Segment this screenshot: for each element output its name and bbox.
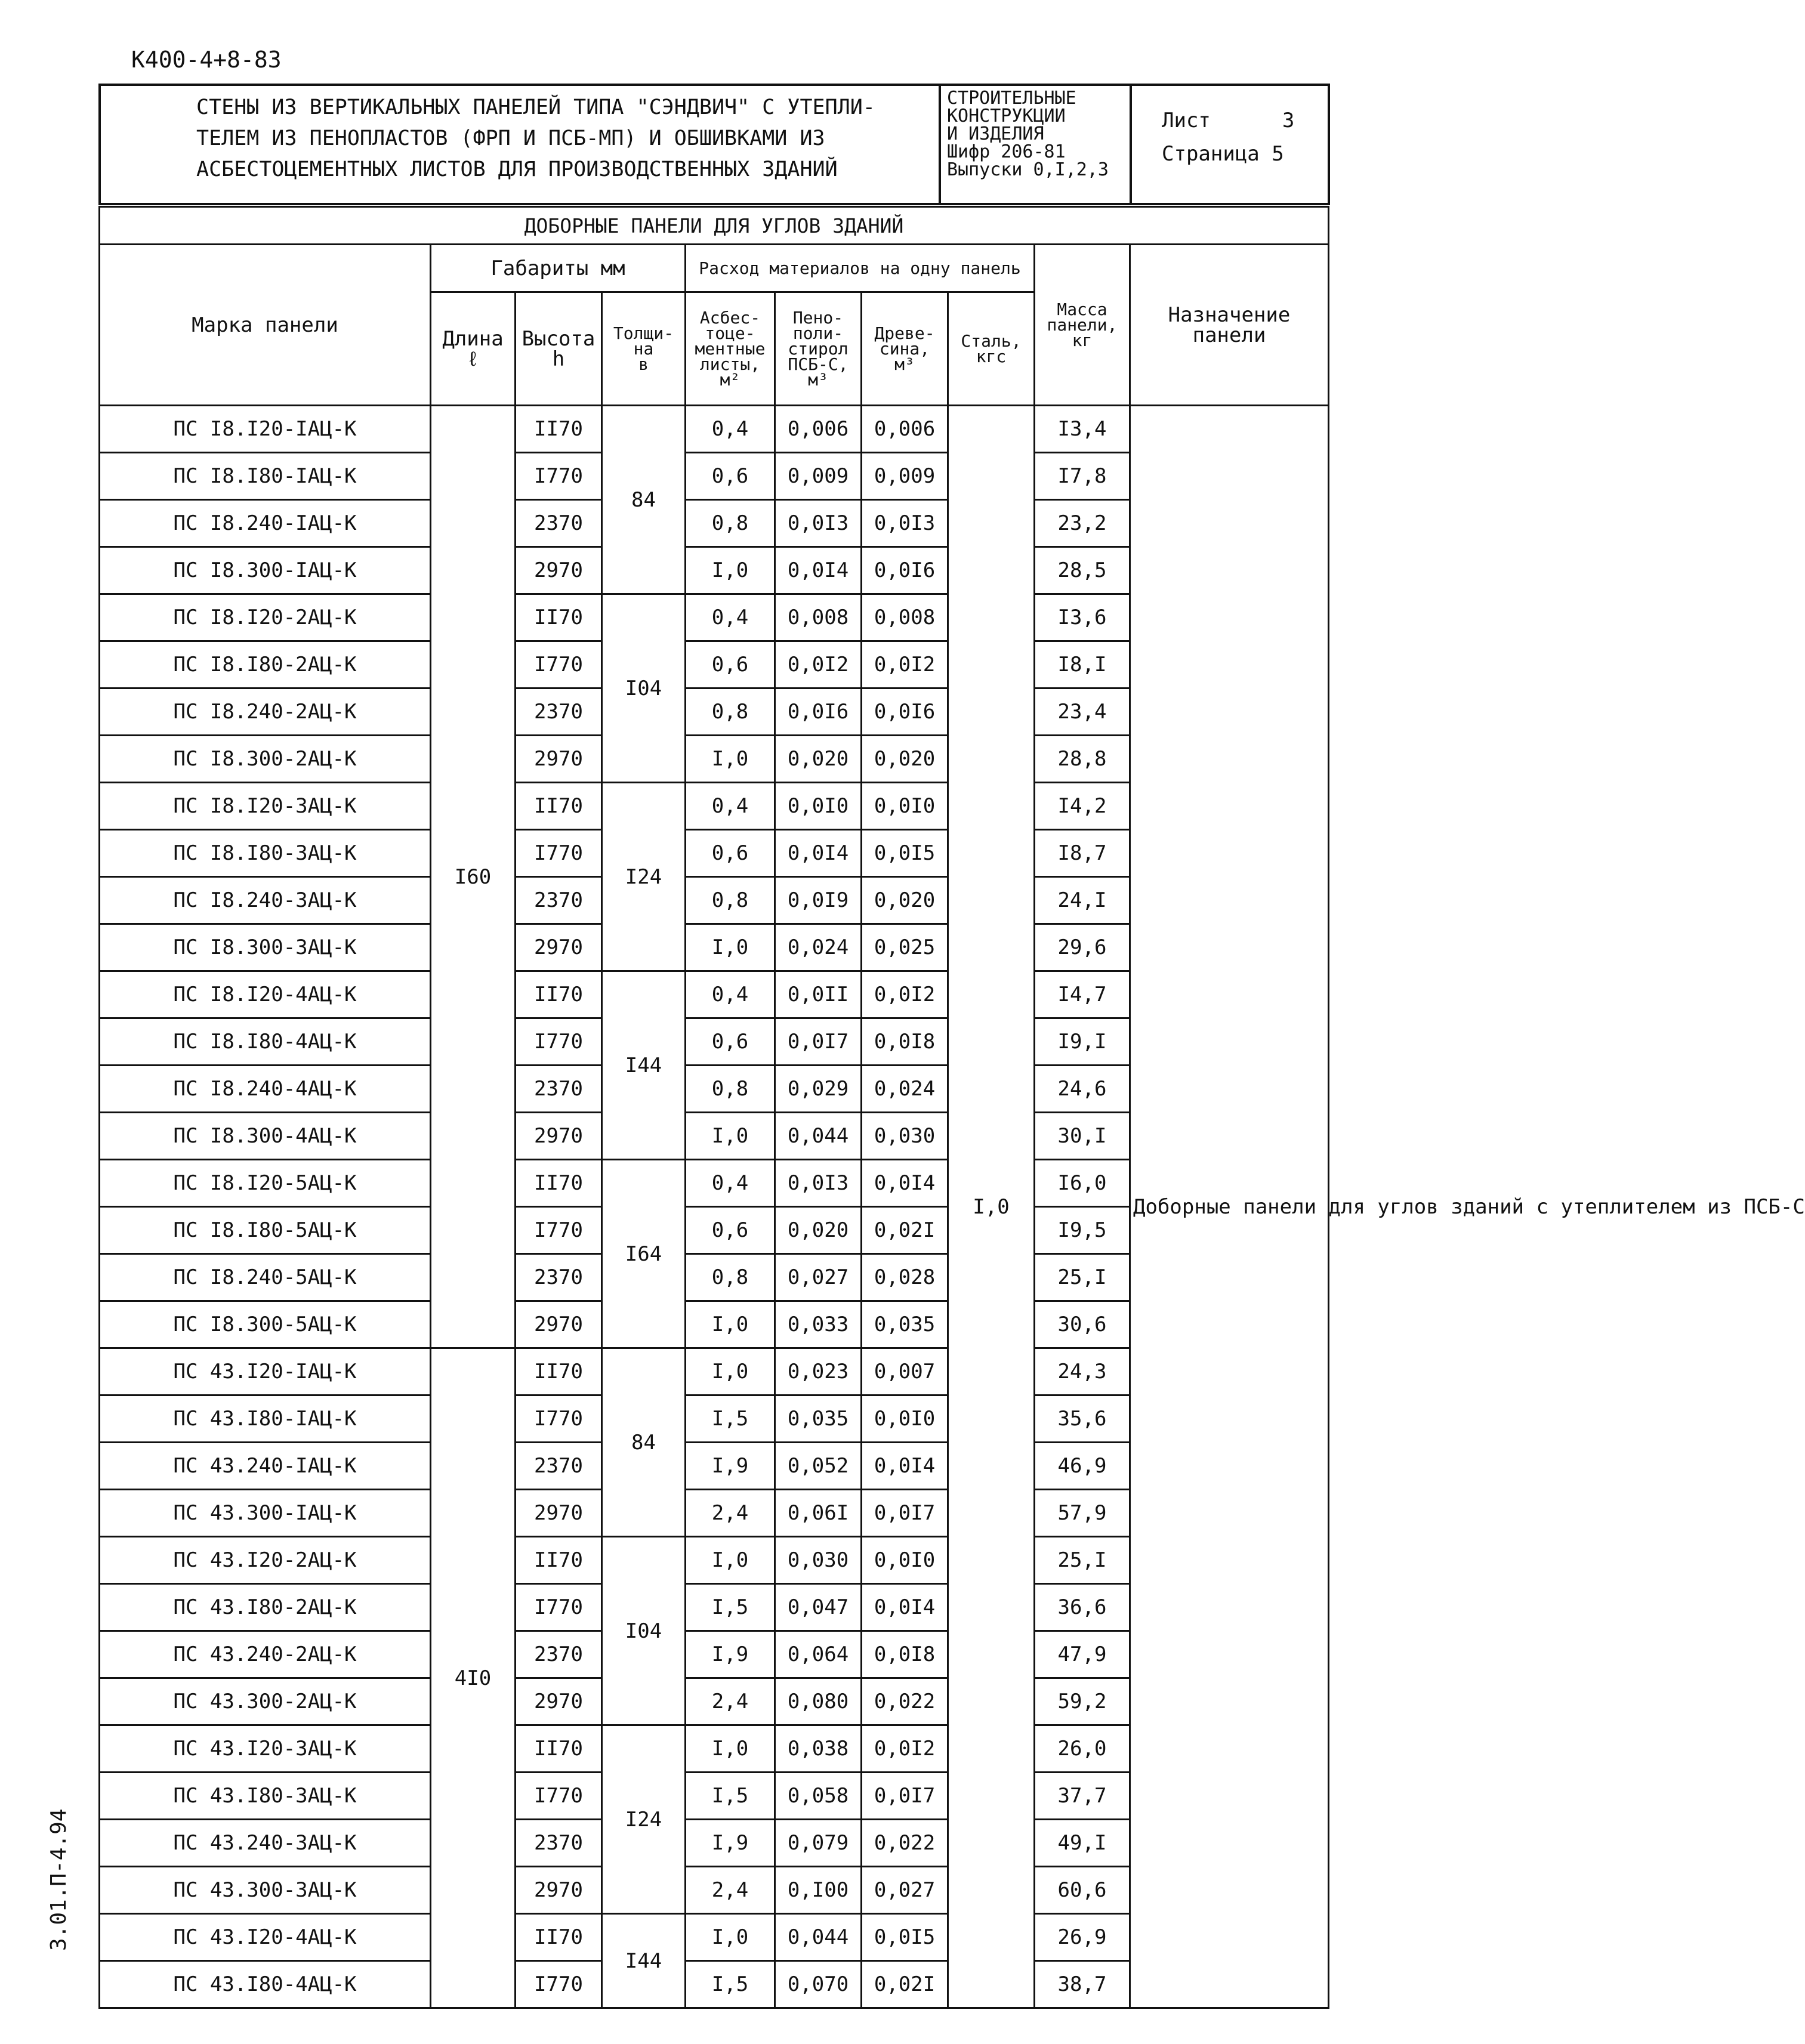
mass-value: 24,I <box>1035 877 1130 924</box>
foam-value: 0,064 <box>775 1631 862 1678</box>
panel-mark: ПС 43.240-IАЦ-К <box>100 1443 431 1490</box>
foam-value: 0,079 <box>775 1820 862 1867</box>
mass-value: I7,8 <box>1035 453 1130 500</box>
asbestos-value: 2,4 <box>686 1678 775 1725</box>
asbestos-value: 0,6 <box>686 830 775 877</box>
mass-value: 38,7 <box>1035 1961 1130 2008</box>
foam-value: 0,052 <box>775 1443 862 1490</box>
thickness-value: 84 <box>602 406 686 594</box>
height-value: 2370 <box>516 1631 602 1678</box>
panel-mark: ПС 43.I20-4АЦ-К <box>100 1914 431 1961</box>
height-value: II70 <box>516 1914 602 1961</box>
asbestos-value: 0,4 <box>686 971 775 1018</box>
col-header-mass: Масса панели, кг <box>1035 245 1130 406</box>
length-value: 4I0 <box>431 1348 516 2008</box>
panel-mark: ПС 43.300-IАЦ-К <box>100 1490 431 1537</box>
asbestos-value: 0,4 <box>686 1160 775 1207</box>
wood-value: 0,0I6 <box>862 688 948 736</box>
panel-mark: ПС I8.240-IАЦ-К <box>100 500 431 547</box>
wood-value: 0,030 <box>862 1113 948 1160</box>
series-line: И ИЗДЕЛИЯ <box>947 123 1044 144</box>
height-value: II70 <box>516 783 602 830</box>
height-value: I770 <box>516 1018 602 1066</box>
document-code: К400-4+8-83 <box>131 47 282 73</box>
mass-value: 30,6 <box>1035 1301 1130 1348</box>
table-row <box>100 406 1329 453</box>
height-value: 2970 <box>516 736 602 783</box>
panel-mark: ПС I8.300-4АЦ-К <box>100 1113 431 1160</box>
mass-value: 23,2 <box>1035 500 1130 547</box>
height-value: I770 <box>516 453 602 500</box>
purpose-value: Доборные панели для углов зданий с утеплителем из ПСБ-С <box>1130 406 1329 2008</box>
asbestos-value: I,5 <box>686 1773 775 1820</box>
panel-mark: ПС I8.240-5АЦ-К <box>100 1254 431 1301</box>
page-label: Страница <box>1162 142 1260 166</box>
panel-mark: ПС I8.240-3АЦ-К <box>100 877 431 924</box>
mass-value: 47,9 <box>1035 1631 1130 1678</box>
mass-value: 25,I <box>1035 1254 1130 1301</box>
foam-value: 0,044 <box>775 1914 862 1961</box>
panel-mark: ПС I8.300-2АЦ-К <box>100 736 431 783</box>
foam-value: 0,0I3 <box>775 500 862 547</box>
length-symbol: ℓ <box>467 347 479 371</box>
document-title <box>100 85 940 204</box>
foam-value: 0,044 <box>775 1113 862 1160</box>
mass-value: I3,4 <box>1035 406 1130 453</box>
foam-value: 0,023 <box>775 1348 862 1395</box>
thickness-value: I64 <box>602 1160 686 1348</box>
panel-mark: ПС 43.300-3АЦ-К <box>100 1867 431 1914</box>
height-value: 2970 <box>516 1301 602 1348</box>
page-number: 5 <box>1272 142 1284 166</box>
height-value: 2370 <box>516 877 602 924</box>
asbestos-value: 2,4 <box>686 1867 775 1914</box>
title-line: ТЕЛЕМ ИЗ ПЕНОПЛАСТОВ (ФРП И ПСБ-МП) И ОБШИВКАМИ ИЗ <box>196 126 825 150</box>
asbestos-value: I,0 <box>686 736 775 783</box>
panel-mark: ПС I8.I20-5АЦ-К <box>100 1160 431 1207</box>
thickness-value: I04 <box>602 1537 686 1725</box>
height-value: II70 <box>516 1725 602 1773</box>
wood-value: 0,009 <box>862 453 948 500</box>
mass-value: I4,7 <box>1035 971 1130 1018</box>
wood-value: 0,0I2 <box>862 971 948 1018</box>
col-header-height <box>516 292 602 406</box>
height-value: 2970 <box>516 1678 602 1725</box>
asbestos-value: 0,4 <box>686 594 775 641</box>
panel-mark: ПС 43.240-3АЦ-К <box>100 1820 431 1867</box>
wood-value: 0,02I <box>862 1961 948 2008</box>
asbestos-value: 0,6 <box>686 453 775 500</box>
col-header-dims: Габариты мм <box>431 245 686 292</box>
foam-value: 0,008 <box>775 594 862 641</box>
height-value: 2370 <box>516 1820 602 1867</box>
height-value: 2370 <box>516 500 602 547</box>
title-line: СТЕНЫ ИЗ ВЕРТИКАЛЬНЫХ ПАНЕЛЕЙ ТИПА "СЭНДВИЧ" С УТЕПЛИ- <box>196 95 875 119</box>
wood-value: 0,035 <box>862 1301 948 1348</box>
foam-value: 0,0I7 <box>775 1018 862 1066</box>
thickness-value: I24 <box>602 1725 686 1914</box>
height-value: I770 <box>516 641 602 688</box>
mass-value: 57,9 <box>1035 1490 1130 1537</box>
asbestos-value: I,0 <box>686 1301 775 1348</box>
wood-value: 0,0I4 <box>862 1443 948 1490</box>
mass-value: 35,6 <box>1035 1395 1130 1443</box>
mass-value: 37,7 <box>1035 1773 1130 1820</box>
height-value: I770 <box>516 1584 602 1631</box>
height-value: 2970 <box>516 1867 602 1914</box>
height-value: II70 <box>516 1537 602 1584</box>
asbestos-value: 0,8 <box>686 688 775 736</box>
asbestos-value: 0,4 <box>686 783 775 830</box>
wood-value: 0,0I2 <box>862 641 948 688</box>
mass-value: 28,5 <box>1035 547 1130 594</box>
panel-mark: ПС I8.I80-IАЦ-К <box>100 453 431 500</box>
wood-value: 0,0I4 <box>862 1584 948 1631</box>
foam-value: 0,0II <box>775 971 862 1018</box>
foam-value: 0,070 <box>775 1961 862 2008</box>
asbestos-value: I,9 <box>686 1443 775 1490</box>
panel-mark: ПС 43.I80-3АЦ-К <box>100 1773 431 1820</box>
height-value: 2370 <box>516 1066 602 1113</box>
mass-value: 24,6 <box>1035 1066 1130 1113</box>
mass-value: 26,9 <box>1035 1914 1130 1961</box>
series-line: СТРОИТЕЛЬНЫЕ <box>947 88 1076 109</box>
wood-value: 0,008 <box>862 594 948 641</box>
mass-value: 28,8 <box>1035 736 1130 783</box>
series-line: Шифр 206-81 <box>947 141 1066 162</box>
wood-value: 0,0I5 <box>862 830 948 877</box>
asbestos-value: I,0 <box>686 1348 775 1395</box>
wood-value: 0,028 <box>862 1254 948 1301</box>
wood-value: 0,0I0 <box>862 783 948 830</box>
thickness-value: I04 <box>602 594 686 783</box>
wood-value: 0,0I5 <box>862 1914 948 1961</box>
mass-value: I9,I <box>1035 1018 1130 1066</box>
asbestos-value: 0,8 <box>686 1254 775 1301</box>
height-value: 2370 <box>516 1254 602 1301</box>
foam-value: 0,080 <box>775 1678 862 1725</box>
wood-value: 0,020 <box>862 736 948 783</box>
asbestos-value: 0,6 <box>686 1018 775 1066</box>
mass-value: 49,I <box>1035 1820 1130 1867</box>
foam-value: 0,0I0 <box>775 783 862 830</box>
panel-mark: ПС I8.I20-4АЦ-К <box>100 971 431 1018</box>
panel-mark: ПС I8.I80-5АЦ-К <box>100 1207 431 1254</box>
foam-value: 0,0I4 <box>775 830 862 877</box>
series-line: Выпуски 0,I,2,3 <box>947 159 1109 180</box>
panel-mark: ПС I8.I20-2АЦ-К <box>100 594 431 641</box>
height-value: 2970 <box>516 1113 602 1160</box>
height-value: II70 <box>516 406 602 453</box>
col-header-wood: Древе-сина, м³ <box>862 292 948 406</box>
height-value: I770 <box>516 1773 602 1820</box>
asbestos-value: I,5 <box>686 1584 775 1631</box>
foam-value: 0,0I6 <box>775 688 862 736</box>
foam-value: 0,0I4 <box>775 547 862 594</box>
height-value: 2970 <box>516 547 602 594</box>
wood-value: 0,0I3 <box>862 500 948 547</box>
wood-value: 0,0I0 <box>862 1395 948 1443</box>
asbestos-value: I,0 <box>686 547 775 594</box>
sheet-number: 3 <box>1282 109 1295 132</box>
foam-value: 0,038 <box>775 1725 862 1773</box>
mass-value: 59,2 <box>1035 1678 1130 1725</box>
asbestos-value: 0,6 <box>686 641 775 688</box>
foam-value: 0,020 <box>775 736 862 783</box>
col-header-mark: Марка панели <box>100 245 431 406</box>
height-value: 2970 <box>516 1490 602 1537</box>
asbestos-value: 0,8 <box>686 1066 775 1113</box>
height-symbol: h <box>552 347 565 371</box>
foam-value: 0,I00 <box>775 1867 862 1914</box>
wood-value: 0,0I8 <box>862 1631 948 1678</box>
panel-mark: ПС I8.240-2АЦ-К <box>100 688 431 736</box>
wood-value: 0,007 <box>862 1348 948 1395</box>
wood-value: 0,0I6 <box>862 547 948 594</box>
thickness-value: I44 <box>602 971 686 1160</box>
wood-value: 0,0I2 <box>862 1725 948 1773</box>
foam-value: 0,006 <box>775 406 862 453</box>
mass-value: I9,5 <box>1035 1207 1130 1254</box>
wood-value: 0,022 <box>862 1678 948 1725</box>
panel-mark: ПС I8.I80-2АЦ-К <box>100 641 431 688</box>
mass-value: I4,2 <box>1035 783 1130 830</box>
thickness-symbol: в <box>638 354 649 374</box>
asbestos-value: I,0 <box>686 924 775 971</box>
asbestos-value: I,0 <box>686 1537 775 1584</box>
asbestos-value: 0,6 <box>686 1207 775 1254</box>
panel-mark: ПС I8.240-4АЦ-К <box>100 1066 431 1113</box>
mass-value: 30,I <box>1035 1113 1130 1160</box>
thickness-label: Толщи-на <box>613 323 674 359</box>
panels-table <box>98 206 1805 2009</box>
panel-mark: ПС 43.I80-4АЦ-К <box>100 1961 431 2008</box>
length-value: I60 <box>431 406 516 1348</box>
table-caption: ДОБОРНЫЕ ПАНЕЛИ ДЛЯ УГЛОВ ЗДАНИЙ <box>100 207 1329 245</box>
wood-value: 0,027 <box>862 1867 948 1914</box>
wood-value: 0,0I8 <box>862 1018 948 1066</box>
height-value: I770 <box>516 1395 602 1443</box>
panel-mark: ПС I8.300-IАЦ-К <box>100 547 431 594</box>
foam-value: 0,0I9 <box>775 877 862 924</box>
mass-value: 36,6 <box>1035 1584 1130 1631</box>
panel-mark: ПС 43.I80-2АЦ-К <box>100 1584 431 1631</box>
asbestos-value: I,0 <box>686 1914 775 1961</box>
thickness-value: 84 <box>602 1348 686 1537</box>
asbestos-value: I,0 <box>686 1113 775 1160</box>
side-code: 3.01.П-4.94 <box>47 1808 71 1951</box>
thickness-value: I44 <box>602 1914 686 2008</box>
col-header-materials: Расход материалов на одну панель <box>686 245 1035 292</box>
height-value: II70 <box>516 971 602 1018</box>
sheet-label: Лист <box>1162 109 1211 132</box>
mass-value: I3,6 <box>1035 594 1130 641</box>
mass-value: 46,9 <box>1035 1443 1130 1490</box>
table-body <box>100 406 1805 2008</box>
steel-value: I,0 <box>948 406 1035 2008</box>
wood-value: 0,020 <box>862 877 948 924</box>
panel-mark: ПС I8.300-3АЦ-К <box>100 924 431 971</box>
asbestos-value: 0,8 <box>686 500 775 547</box>
height-value: II70 <box>516 594 602 641</box>
wood-value: 0,025 <box>862 924 948 971</box>
mass-value: 60,6 <box>1035 1867 1130 1914</box>
panel-mark: ПС I8.300-5АЦ-К <box>100 1301 431 1348</box>
panel-mark: ПС 43.240-2АЦ-К <box>100 1631 431 1678</box>
height-label: Высота <box>522 326 596 351</box>
foam-value: 0,06I <box>775 1490 862 1537</box>
panel-mark: ПС 43.I20-IАЦ-К <box>100 1348 431 1395</box>
foam-value: 0,033 <box>775 1301 862 1348</box>
mass-value: 26,0 <box>1035 1725 1130 1773</box>
col-header-purpose: Назначение панели <box>1130 245 1329 406</box>
col-header-thickness <box>602 292 686 406</box>
asbestos-value: I,0 <box>686 1725 775 1773</box>
col-header-foam: Пено-поли-стирол ПСБ-С, м³ <box>775 292 862 406</box>
height-value: 2370 <box>516 688 602 736</box>
height-value: II70 <box>516 1348 602 1395</box>
wood-value: 0,024 <box>862 1066 948 1113</box>
foam-value: 0,047 <box>775 1584 862 1631</box>
height-value: 2970 <box>516 924 602 971</box>
title-line: АСБЕСТОЦЕМЕНТНЫХ ЛИСТОВ ДЛЯ ПРОИЗВОДСТВЕННЫХ ЗДАНИЙ <box>196 158 838 181</box>
mass-value: I8,7 <box>1035 830 1130 877</box>
series-line: КОНСТРУКЦИИ <box>947 106 1066 126</box>
col-header-asbestos: Асбес-тоце-ментные листы, м² <box>686 292 775 406</box>
foam-value: 0,035 <box>775 1395 862 1443</box>
panel-mark: ПС 43.300-2АЦ-К <box>100 1678 431 1725</box>
col-header-steel: Сталь, кгс <box>948 292 1035 406</box>
foam-value: 0,027 <box>775 1254 862 1301</box>
length-label: Длина <box>442 326 504 351</box>
wood-value: 0,022 <box>862 1820 948 1867</box>
asbestos-value: 2,4 <box>686 1490 775 1537</box>
panel-mark: ПС I8.I80-4АЦ-К <box>100 1018 431 1066</box>
col-header-length <box>431 292 516 406</box>
asbestos-value: 0,8 <box>686 877 775 924</box>
foam-value: 0,0I3 <box>775 1160 862 1207</box>
mass-value: 25,I <box>1035 1537 1130 1584</box>
panel-mark: ПС 43.I20-2АЦ-К <box>100 1537 431 1584</box>
thickness-value: I24 <box>602 783 686 971</box>
series-block <box>940 85 1131 204</box>
wood-value: 0,0I7 <box>862 1773 948 1820</box>
height-value: I770 <box>516 1207 602 1254</box>
asbestos-value: I,9 <box>686 1631 775 1678</box>
foam-value: 0,020 <box>775 1207 862 1254</box>
foam-value: 0,029 <box>775 1066 862 1113</box>
mass-value: 29,6 <box>1035 924 1130 971</box>
foam-value: 0,009 <box>775 453 862 500</box>
panel-mark: ПС I8.I80-3АЦ-К <box>100 830 431 877</box>
asbestos-value: I,9 <box>686 1820 775 1867</box>
foam-value: 0,0I2 <box>775 641 862 688</box>
title-block <box>98 84 1330 205</box>
height-value: II70 <box>516 1160 602 1207</box>
sheet-block <box>1131 85 1329 204</box>
mass-value: I8,I <box>1035 641 1130 688</box>
height-value: 2370 <box>516 1443 602 1490</box>
mass-value: 24,3 <box>1035 1348 1130 1395</box>
foam-value: 0,030 <box>775 1537 862 1584</box>
mass-value: 23,4 <box>1035 688 1130 736</box>
wood-value: 0,006 <box>862 406 948 453</box>
height-value: I770 <box>516 830 602 877</box>
panel-mark: ПС I8.I20-3АЦ-К <box>100 783 431 830</box>
asbestos-value: 0,4 <box>686 406 775 453</box>
panel-mark: ПС 43.I80-IАЦ-К <box>100 1395 431 1443</box>
wood-value: 0,0I7 <box>862 1490 948 1537</box>
wood-value: 0,0I4 <box>862 1160 948 1207</box>
asbestos-value: I,5 <box>686 1961 775 2008</box>
wood-value: 0,0I0 <box>862 1537 948 1584</box>
panel-mark: ПС 43.I20-3АЦ-К <box>100 1725 431 1773</box>
panel-mark: ПС I8.I20-IАЦ-К <box>100 406 431 453</box>
foam-value: 0,058 <box>775 1773 862 1820</box>
wood-value: 0,02I <box>862 1207 948 1254</box>
mass-value: I6,0 <box>1035 1160 1130 1207</box>
height-value: I770 <box>516 1961 602 2008</box>
asbestos-value: I,5 <box>686 1395 775 1443</box>
foam-value: 0,024 <box>775 924 862 971</box>
